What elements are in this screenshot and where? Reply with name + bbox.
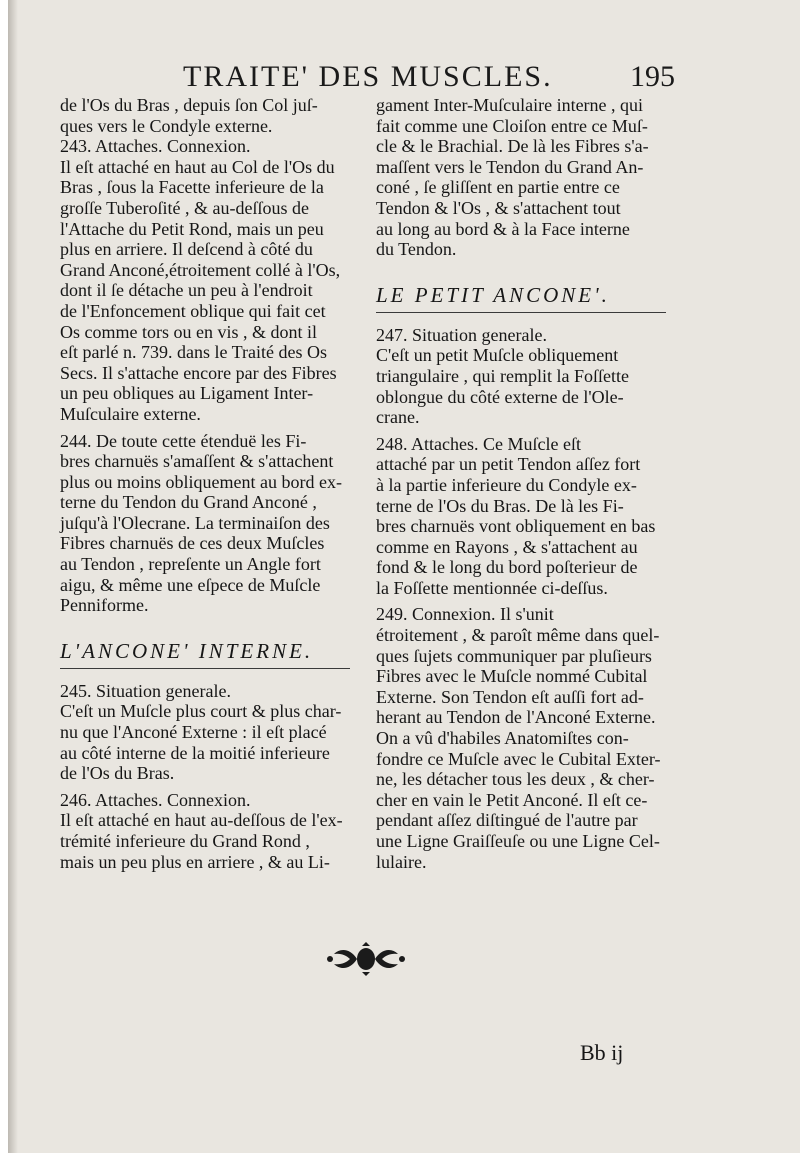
left-column [60, 95, 360, 872]
text-line: fond & le long du bord poſterieur de [376, 557, 638, 578]
text-line: triangulaire , qui remplit la Foſſette [376, 365, 629, 386]
text-line: une Ligne Graiſſeuſe ou une Ligne Cel- [376, 831, 660, 851]
text-line: Bras , ſous la Facette inferieure de la [60, 177, 324, 198]
text-line: terne de l'Os du Bras. De là les Fi- [376, 495, 624, 516]
text-line: coné , ſe gliſſent en partie entre ce [376, 177, 620, 198]
book-page [8, 0, 800, 1153]
section-title-petit-ancone: LE PETIT ANCONE'. [376, 282, 610, 307]
text-line: gament Inter-Muſculaire interne , qui [376, 95, 644, 115]
continued-paragraph [376, 95, 691, 260]
text-line: Externe. Son Tendon eſt auſſi fort ad- [376, 686, 644, 707]
text-line: Os comme tors ou en vis , & dont il [60, 321, 317, 342]
text-line: plus ou moins obliquement au bord ex- [60, 471, 342, 492]
text-line: juſqu'à l'Olecrane. La terminaiſon des [60, 512, 330, 533]
text-line: terne du Tendon du Grand Anconé , [60, 492, 317, 513]
text-line: de l'Enfoncement oblique qui fait cet [60, 300, 326, 321]
page-number: 195 [630, 60, 675, 93]
text-line: bres charnuës s'amaſſent & s'attachent [60, 451, 334, 472]
text-line: herant au Tendon de l'Anconé Externe. [376, 707, 656, 728]
fleuron-ornament-icon [326, 942, 406, 976]
text-line: On a vû d'habiles Anatomiſtes con- [376, 728, 629, 749]
text-line: étroitement , & paroît même dans quel- [376, 625, 660, 646]
text-line: trémité inferieure du Grand Rond , [60, 831, 310, 851]
paragraph-244 [60, 431, 360, 616]
section-rule [376, 312, 666, 313]
text-line: ques ſujets communiquer par pluſieurs [376, 645, 652, 666]
text-line: à la partie inferieure du Condyle ex- [376, 474, 637, 495]
paragraph-heading: 248. Attaches. Ce Muſcle eſt [376, 433, 581, 454]
text-line: fondre ce Muſcle avec le Cubital Exter- [376, 748, 661, 769]
paragraph-249 [376, 604, 691, 872]
text-line: cher en vain le Petit Anconé. Il eſt ce- [376, 789, 648, 810]
text-line: dont il ſe détache un peu à l'endroit [60, 280, 313, 301]
page-gutter-shadow [8, 0, 18, 1153]
text-line: pendant aſſez diſtingué de l'autre par [376, 810, 638, 831]
text-line: Fibres charnuës de ces deux Muſcles [60, 533, 325, 554]
text-line: Muſculaire externe. [60, 403, 201, 424]
text-line: eſt parlé n. 739. dans le Traité des Os [60, 342, 327, 363]
text-line: Secs. Il s'attache encore par des Fibres [60, 362, 337, 383]
text-line: au côté interne de la moitié inferieure [60, 742, 330, 763]
text-line: crane. [376, 407, 420, 428]
paragraph-heading: 247. Situation generale. [376, 324, 547, 345]
text-line: mais un peu plus en arriere , & au Li- [60, 851, 330, 872]
paragraph-247 [376, 325, 691, 428]
text-line: Penniforme. [60, 595, 149, 616]
spacer [376, 260, 691, 282]
text-line: ne, les détacher tous les deux , & cher- [376, 769, 655, 790]
signature-mark: Bb ij [580, 1040, 624, 1065]
text-line: Tendon & l'Os , & s'attachent tout [376, 197, 621, 218]
paragraph-248 [376, 434, 691, 599]
text-line: Fibres avec le Muſcle nommé Cubital [376, 666, 648, 687]
right-column [376, 95, 691, 872]
text-line: cle & le Brachial. De là les Fibres s'a- [376, 136, 649, 157]
text-line: maſſent vers le Tendon du Grand An- [376, 156, 644, 177]
spacer [60, 616, 360, 638]
paragraph-243 [60, 136, 360, 424]
text-line: fait comme une Cloiſon entre ce Muſ- [376, 115, 648, 136]
text-line: au long au bord & à la Face interne [376, 218, 630, 239]
paragraph-heading: 246. Attaches. Connexion. [60, 789, 251, 810]
text-line: un peu obliques au Ligament Inter- [60, 383, 314, 404]
text-line: nu que l'Anconé Externe : il eſt placé [60, 722, 327, 743]
text-line: C'eſt un Muſcle plus court & plus char- [60, 701, 342, 722]
text-line: C'eſt un petit Muſcle obliquement [376, 345, 619, 366]
text-line: bres charnuës vont obliquement en bas [376, 516, 656, 537]
text-line: la Foſſette mentionnée ci-deſſus. [376, 577, 608, 598]
text-line: oblongue du côté externe de l'Ole- [376, 386, 624, 407]
running-head: TRAITE' DES MUSCLES. [183, 60, 553, 93]
paragraph-246 [60, 790, 360, 872]
text-line: groſſe Tuberoſité , & au-deſſous de [60, 197, 309, 218]
section-title-ancone-interne: L'ANCONE' INTERNE. [60, 638, 314, 663]
paragraph-heading: 249. Connexion. Il s'unit [376, 604, 554, 625]
text-line: du Tendon. [376, 239, 457, 260]
text-line: Il eſt attaché en haut au-deſſous de l'ex- [60, 810, 343, 831]
section-rule [60, 668, 350, 669]
text-line: Grand Anconé,étroitement collé à l'Os, [60, 259, 341, 280]
paragraph-heading: 243. Attaches. Connexion. [60, 136, 251, 157]
text-line: aigu, & même une eſpece de Muſcle [60, 574, 321, 595]
text-line: ques vers le Condyle externe. [60, 115, 273, 136]
text-line: l'Attache du Petit Rond, mais un peu [60, 218, 324, 239]
paragraph-heading: 245. Situation generale. [60, 680, 231, 701]
text-line: lulaire. [376, 851, 427, 872]
text-line: comme en Rayons , & s'attachent au [376, 536, 638, 557]
text-line: au Tendon , repreſente un Angle fort [60, 554, 321, 575]
paragraph-245 [60, 681, 360, 784]
text-line: 244. De toute cette étenduë les Fi- [60, 430, 307, 451]
text-line: attaché par un petit Tendon aſſez fort [376, 454, 641, 475]
text-line: plus en arriere. Il deſcend à côté du [60, 239, 313, 260]
text-line: de l'Os du Bras. [60, 763, 175, 784]
text-line: de l'Os du Bras , depuis ſon Col juſ- [60, 95, 318, 115]
text-line: Il eſt attaché en haut au Col de l'Os du [60, 156, 335, 177]
